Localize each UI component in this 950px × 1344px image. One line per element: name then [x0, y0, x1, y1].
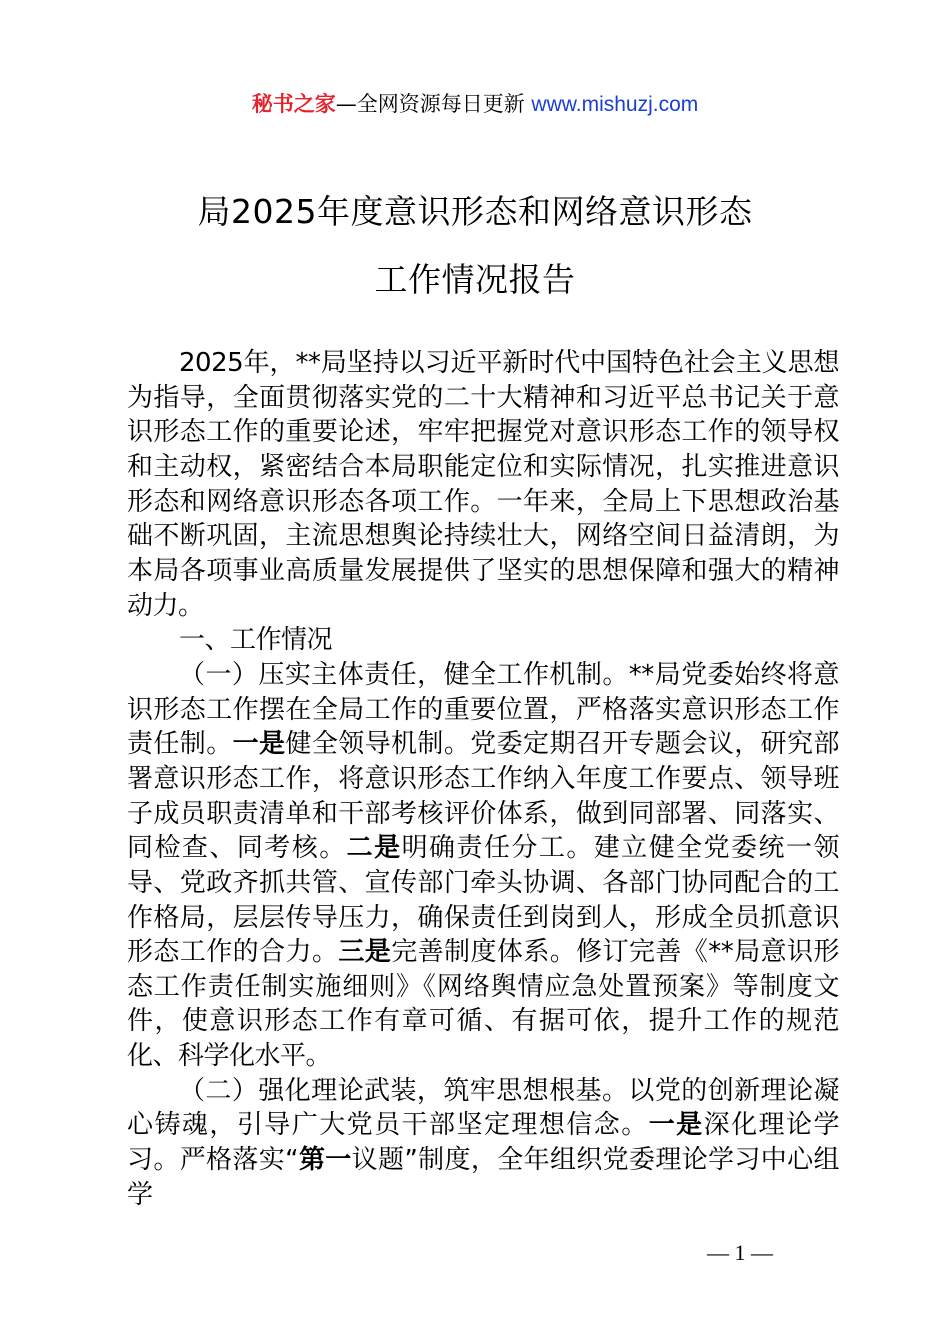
site-header	[0, 88, 950, 121]
paragraph-item-2: （二）强化理论武装，筑牢思想根基。以党的创新理论凝心铸魂，引导广大党员干部坚定理想信念。一是深化理论学习。严格落实“第一议题”制度，全年组织党委理论学习中心组学	[127, 1075, 839, 1210]
page-number: — 1 —	[707, 1240, 773, 1265]
site-url[interactable]: www.mishuzj.com	[531, 93, 699, 116]
doc-title-line2: 工作情况报告	[374, 260, 576, 299]
paragraph-intro: 2025年，**局坚持以习近平新时代中国特色社会主义思想为指导，全面贯彻落实党的二十大精神和习近平总书记关于意识形态工作的重要论述，牢牢把握党对意识形态工作的领导权和主动权，紧密结合本局职能定位和实际情况，扎实推进意识形态和网络意识形态各项工作。一年来，全局上下思想政治基础不断巩固，主流思想舆论持续壮大，网络空间日益清朗，为本局各项事业高质量发展提供了坚实的思想保障和强大的精神动力。	[127, 348, 839, 621]
doc-title-line1: 局2025年度意识形态和网络意识形态	[197, 192, 753, 231]
document-body	[127, 346, 839, 1212]
header-tagline: —全网资源每日更新	[335, 92, 525, 116]
section-heading: 一、工作情况	[179, 625, 333, 656]
paragraph-item-1: （一）压实主体责任，健全工作机制。**局党委始终将意识形态工作摆在全局工作的重要位置，严格落实意识形态工作责任制。一是健全领导机制。党委定期召开专题会议，研究部署意识形态工作，将意识形态工作纳入年度工作要点、领导班子成员职责清单和干部考核评价体系，做到同部署、同落实、同检查、同考核。二是明确责任分工。建立健全党委统一领导、党政齐抓共管、宣传部门牵头协调、各部门协同配合的工作格局，层层传导压力，确保责任到岗到人，形成全员抓意识形态工作的合力。三是完善制度体系。修订完善《**局意识形态工作责任制实施细则》《网络舆情应急处置预案》等制度文件，使意识形态工作有章可循、有据可依，提升工作的规范化、科学化水平。	[127, 659, 839, 1072]
brand-name: 秘书之家	[251, 92, 336, 116]
